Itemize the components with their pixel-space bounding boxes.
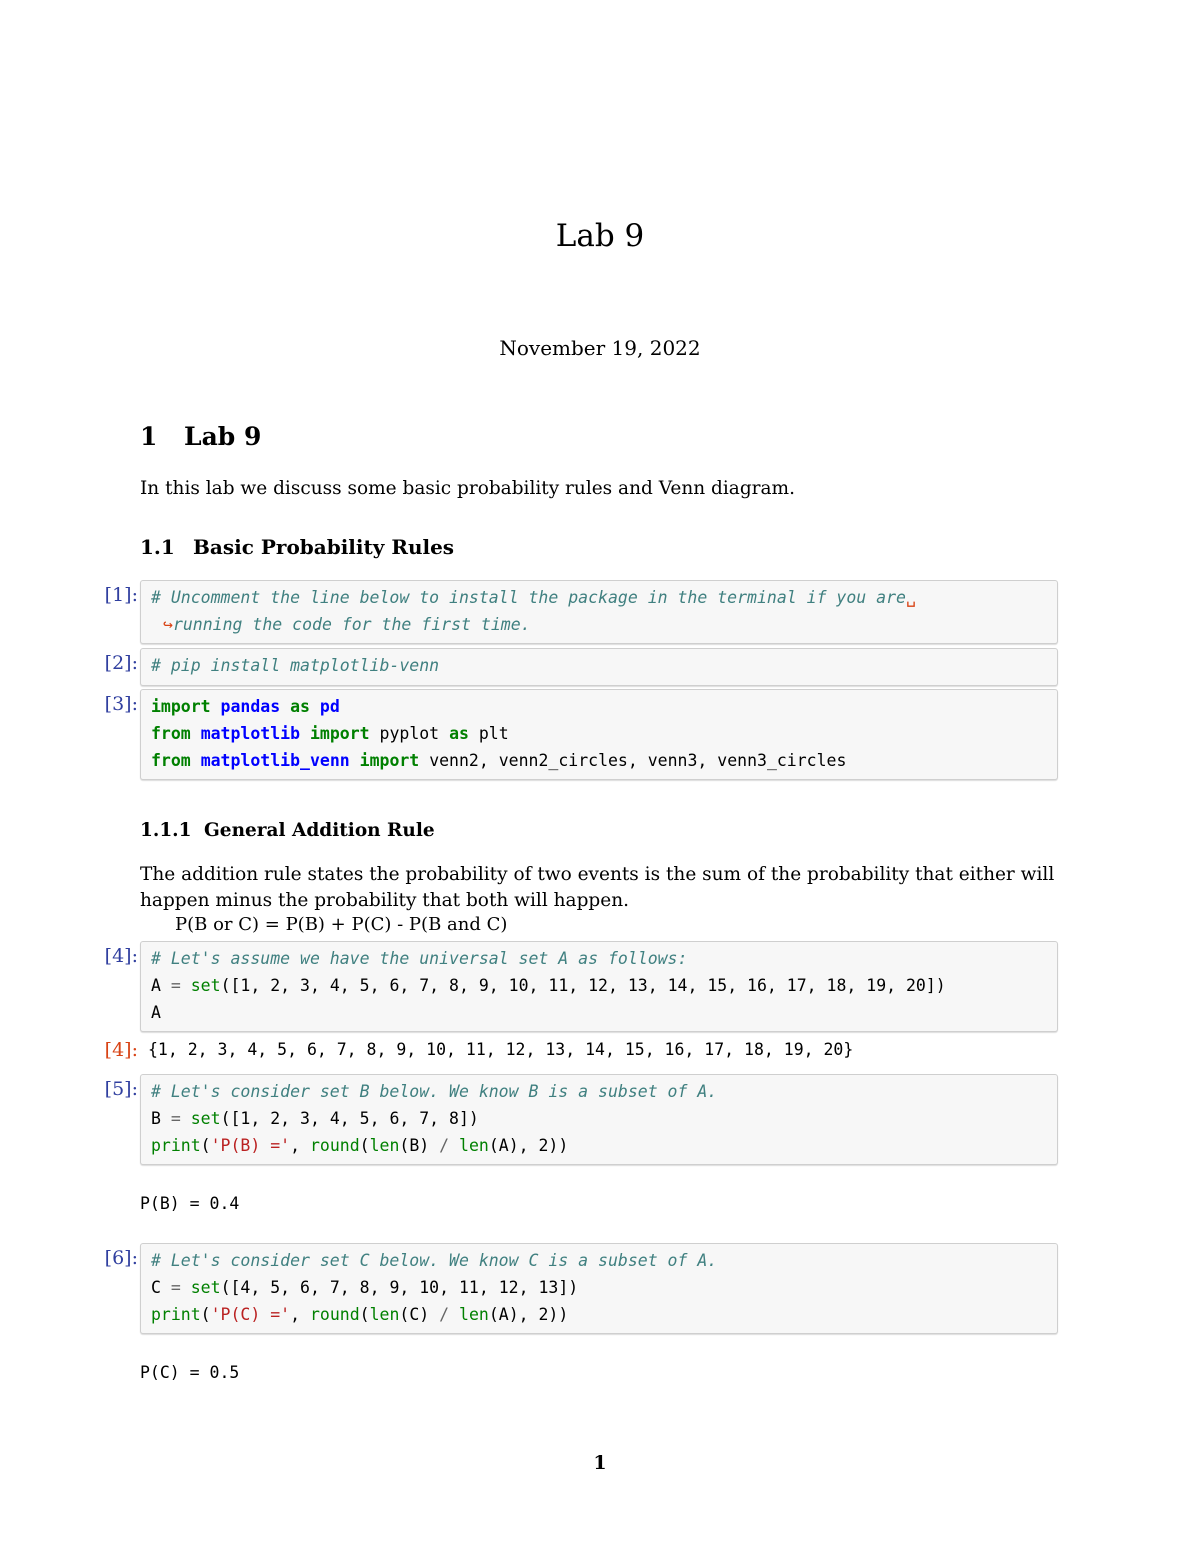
intro-paragraph: In this lab we discuss some basic probability rules and Venn diagram. (140, 478, 795, 499)
code-punct: , (290, 1305, 310, 1324)
code-operator: / (439, 1305, 450, 1324)
line-wrap-marker: ␣ (905, 588, 916, 607)
code-keyword: from (151, 724, 191, 743)
paragraph-line: The addition rule states the probability of two events is the sum of the probability that either will (140, 864, 1055, 885)
code-module: pandas (220, 697, 281, 716)
code-string: 'P(B) =' (210, 1136, 291, 1155)
document-date: November 19, 2022 (499, 336, 701, 360)
section-heading-1 (140, 422, 261, 451)
code-keyword: import (151, 697, 211, 716)
section-title: Lab 9 (184, 422, 262, 451)
code-punct (449, 1136, 459, 1155)
code-keyword: as (290, 697, 310, 716)
code-builtin: len (459, 1136, 489, 1155)
code-punct (449, 1305, 459, 1324)
code-cell-6[interactable] (140, 1243, 1058, 1334)
section-number: 1.1 (140, 535, 175, 559)
paragraph-line: happen minus the probability that both will happen. (140, 890, 630, 911)
code-string: 'P(C) =' (210, 1305, 291, 1324)
code-name: plt (478, 724, 509, 743)
code-punct: , (290, 1136, 310, 1155)
code-module: pd (319, 697, 340, 716)
code-builtin: set (190, 1278, 221, 1297)
code-builtin: round (309, 1136, 360, 1155)
code-builtin: len (369, 1305, 400, 1324)
cell-6-prompt: [6]: (104, 1247, 138, 1269)
section-title: Basic Probability Rules (193, 535, 455, 559)
code-builtin: round (309, 1305, 360, 1324)
code-builtin: print (151, 1305, 201, 1324)
code-cell-2[interactable] (140, 648, 1058, 686)
cell-1-prompt: [1]: (104, 584, 138, 606)
cell-6-stream-output: P(C) = 0.5 (140, 1363, 240, 1382)
code-args: (C) (399, 1305, 440, 1324)
cell-5-stream-output: P(B) = 0.4 (140, 1194, 240, 1213)
code-module: matplotlib_venn (200, 751, 350, 770)
code-keyword: from (151, 751, 191, 770)
code-name: pyplot (379, 724, 440, 743)
code-punct: ( (200, 1305, 211, 1324)
code-cell-4[interactable] (140, 941, 1058, 1032)
code-comment: # Uncomment the line below to install the package in the terminal if you are (151, 588, 906, 607)
code-builtin: len (369, 1136, 400, 1155)
code-builtin: len (459, 1305, 489, 1324)
code-keyword: as (449, 724, 469, 743)
line-continuation-marker: ↪ (163, 615, 173, 634)
code-name: C (151, 1278, 161, 1297)
section-heading-1-1-1 (140, 820, 435, 841)
cell-3-prompt: [3]: (104, 693, 138, 715)
code-args: ([1, 2, 3, 4, 5, 6, 7, 8]) (220, 1109, 479, 1128)
section-heading-1-1 (140, 535, 454, 559)
cell-4-output: {1, 2, 3, 4, 5, 6, 7, 8, 9, 10, 11, 12, 13, 14, 15, 16, 17, 18, 19, 20} (148, 1040, 854, 1059)
code-punct: ( (359, 1136, 370, 1155)
code-cell-3[interactable] (140, 689, 1058, 780)
code-cell-5[interactable] (140, 1074, 1058, 1165)
code-name: B (151, 1109, 161, 1128)
cell-5-prompt: [5]: (104, 1078, 138, 1100)
code-args: ([4, 5, 6, 7, 8, 9, 10, 11, 12, 13]) (220, 1278, 579, 1297)
code-comment: # Let's consider set C below. We know C is a subset of A. (151, 1251, 718, 1270)
page-number: 1 (593, 1452, 607, 1474)
code-name: A (151, 1003, 161, 1022)
document-title: Lab 9 (555, 218, 645, 254)
cell-2-prompt: [2]: (104, 652, 138, 674)
section-number: 1 (140, 422, 158, 451)
code-punct: ( (359, 1305, 370, 1324)
code-comment: # pip install matplotlib-venn (151, 656, 440, 675)
code-args: (A), 2)) (488, 1305, 569, 1324)
section-number: 1.1.1 (140, 820, 192, 841)
code-module: matplotlib (200, 724, 301, 743)
cell-4-prompt: [4]: (104, 945, 138, 967)
code-args: ([1, 2, 3, 4, 5, 6, 7, 8, 9, 10, 11, 12, 13, 14, 15, 16, 17, 18, 19, 20]) (220, 976, 946, 995)
addition-rule-formula: P(B or C) = P(B) + P(C) - P(B and C) (175, 914, 508, 935)
code-builtin: print (151, 1136, 201, 1155)
code-builtin: set (190, 1109, 221, 1128)
code-operator: = (170, 1278, 181, 1297)
cell-4-output-prompt: [4]: (104, 1039, 138, 1061)
code-name: venn2, venn2_circles, venn3, venn3_circles (429, 751, 847, 770)
code-operator: = (170, 976, 181, 995)
code-args: (A), 2)) (488, 1136, 569, 1155)
code-punct: ( (200, 1136, 211, 1155)
addition-rule-paragraph (140, 862, 1070, 914)
code-args: (B) (399, 1136, 440, 1155)
code-operator: / (439, 1136, 450, 1155)
code-name: A (151, 976, 161, 995)
code-builtin: set (190, 976, 221, 995)
code-keyword: import (309, 724, 370, 743)
code-comment: # Let's assume we have the universal set A as follows: (151, 949, 688, 968)
section-title: General Addition Rule (204, 820, 435, 841)
code-operator: = (170, 1109, 181, 1128)
code-comment: # Let's consider set B below. We know B is a subset of A. (151, 1082, 718, 1101)
code-keyword: import (359, 751, 420, 770)
code-comment: running the code for the first time. (172, 615, 531, 634)
code-cell-1[interactable] (140, 580, 1058, 644)
